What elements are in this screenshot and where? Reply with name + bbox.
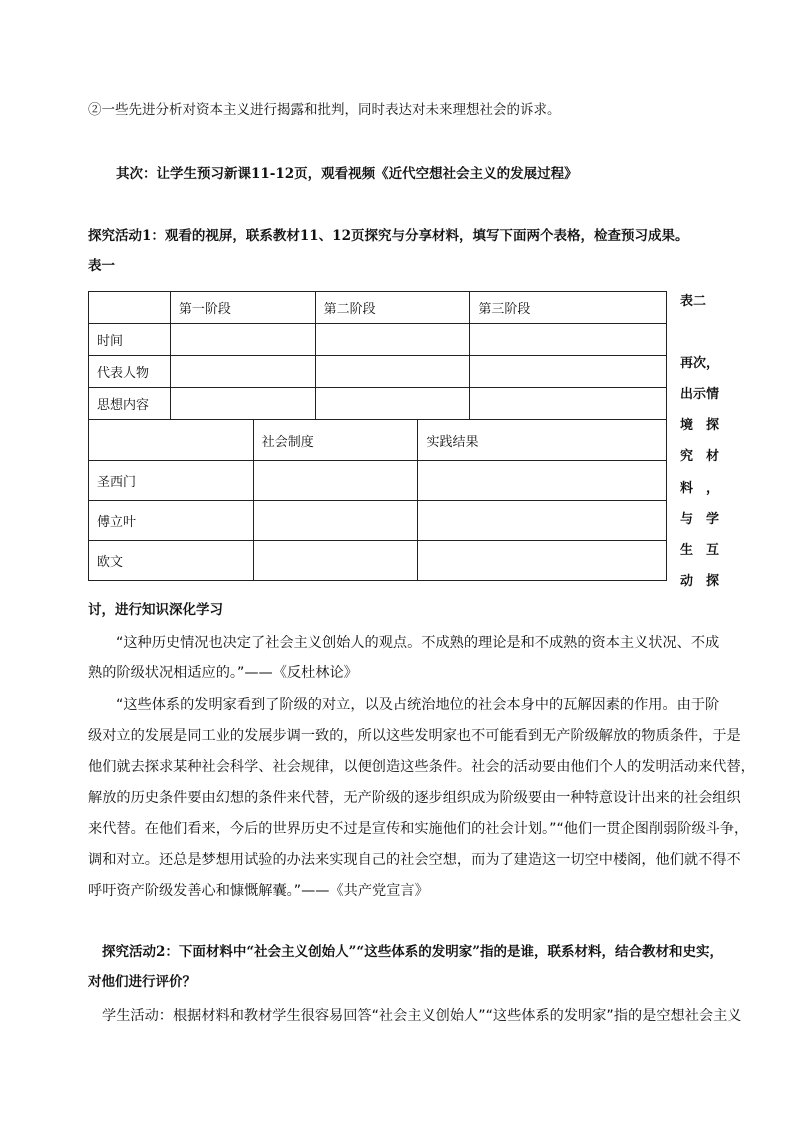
row-label: 代表人物 bbox=[89, 356, 171, 388]
table-header-cell: 社会制度 bbox=[253, 420, 418, 461]
table-cell bbox=[315, 388, 470, 420]
utopian-thinkers-table bbox=[88, 419, 667, 581]
quote-line: 他们就去探求某种社会科学、社会规律，以便创造这些条件。社会的活动要由他们个人的发明活动来代替， bbox=[88, 759, 755, 775]
side-text: 动 探 bbox=[680, 574, 720, 589]
table-cell bbox=[418, 541, 667, 581]
intro-line: ②一些先进分析对资本主义进行揭露和批判，同时表达对未来理想社会的诉求。 bbox=[88, 102, 561, 118]
quote-line: 调和对立。还总是梦想用试验的办法来实现自己的社会空想，而为了建造这一切空中楼阁，他们就不得不 bbox=[88, 852, 741, 868]
table-cell bbox=[170, 324, 315, 356]
side-text: 究 材 bbox=[680, 449, 720, 464]
side-text: 再次， bbox=[680, 356, 720, 371]
table-cell bbox=[253, 461, 418, 501]
quote-line: 来代替。在他们看来，今后的世界历史不过是宣传和实施他们的社会计划。”“他们一贯企图削弱阶级斗争， bbox=[88, 821, 749, 837]
row-label: 圣西门 bbox=[89, 461, 254, 501]
activity2-heading-cont: 对他们进行评价？ bbox=[88, 974, 196, 990]
quote-line: 熟的阶级状况相适应的。”——《反杜林论》 bbox=[88, 665, 358, 681]
side-text-tail: 讨，进行知识深化学习 bbox=[88, 602, 223, 618]
table-cell bbox=[418, 501, 667, 541]
table-header-cell bbox=[89, 292, 171, 324]
table-cell bbox=[253, 501, 418, 541]
side-text: 料 ， bbox=[680, 481, 720, 496]
table-header-cell: 第一阶段 bbox=[170, 292, 315, 324]
side-text: 与 学 bbox=[680, 512, 720, 527]
table1-label: 表一 bbox=[88, 258, 115, 274]
row-label: 时间 bbox=[89, 324, 171, 356]
table-cell bbox=[170, 388, 315, 420]
table-header-cell: 实践结果 bbox=[418, 420, 667, 461]
quote-line: 级对立的发展是同工业的发展步调一致的，所以这些发明家也不可能看到无产阶级解放的物质条件，于是 bbox=[88, 728, 741, 744]
side-text: 生 互 bbox=[680, 543, 720, 558]
preview-line: 其次：让学生预习新课11-12页，观看视频《近代空想社会主义的发展过程》 bbox=[116, 166, 578, 182]
table-cell bbox=[470, 356, 667, 388]
table-cell bbox=[418, 461, 667, 501]
student-activity: 学生活动：根据材料和教材学生很容易回答“社会主义创始人”“这些体系的发明家”指的是空想社会主义 bbox=[102, 1008, 742, 1024]
activity2-heading: 探究活动2：下面材料中“社会主义创始人”“这些体系的发明家”指的是谁，联系材料，结合教材和史实， bbox=[102, 944, 723, 960]
quote-line: 解放的历史条件要由幻想的条件来代替，无产阶级的逐步组织成为阶级要由一种特意设计出来的社会组织 bbox=[88, 790, 741, 806]
table-header-cell: 第三阶段 bbox=[470, 292, 667, 324]
table-header-cell bbox=[89, 420, 254, 461]
table-cell bbox=[253, 541, 418, 581]
table-cell bbox=[315, 356, 470, 388]
stage-table bbox=[88, 291, 667, 420]
quote-line: “这些体系的发明家看到了阶级的对立，以及占统治地位的社会本身中的瓦解因素的作用。由于阶 bbox=[116, 697, 720, 713]
quote-line: “这种历史情况也决定了社会主义创始人的观点。不成熟的理论是和不成熟的资本主义状况、不成 bbox=[116, 635, 720, 651]
row-label: 思想内容 bbox=[89, 388, 171, 420]
table-cell bbox=[470, 324, 667, 356]
side-text: 境 探 bbox=[680, 418, 720, 433]
table2-label: 表二 bbox=[680, 294, 707, 309]
quote-line: 呼吁资产阶级发善心和慷慨解囊。”——《共产党宣言》 bbox=[88, 883, 429, 899]
side-text: 出示情 bbox=[680, 387, 720, 402]
activity1-heading: 探究活动1：观看的视屏，联系教材11、12页探究与分享材料，填写下面两个表格，检查预习成果。 bbox=[88, 228, 689, 244]
row-label: 傅立叶 bbox=[89, 501, 254, 541]
table-cell bbox=[470, 388, 667, 420]
table-cell bbox=[170, 356, 315, 388]
table-header-cell: 第二阶段 bbox=[315, 292, 470, 324]
table-cell bbox=[315, 324, 470, 356]
row-label: 欧文 bbox=[89, 541, 254, 581]
